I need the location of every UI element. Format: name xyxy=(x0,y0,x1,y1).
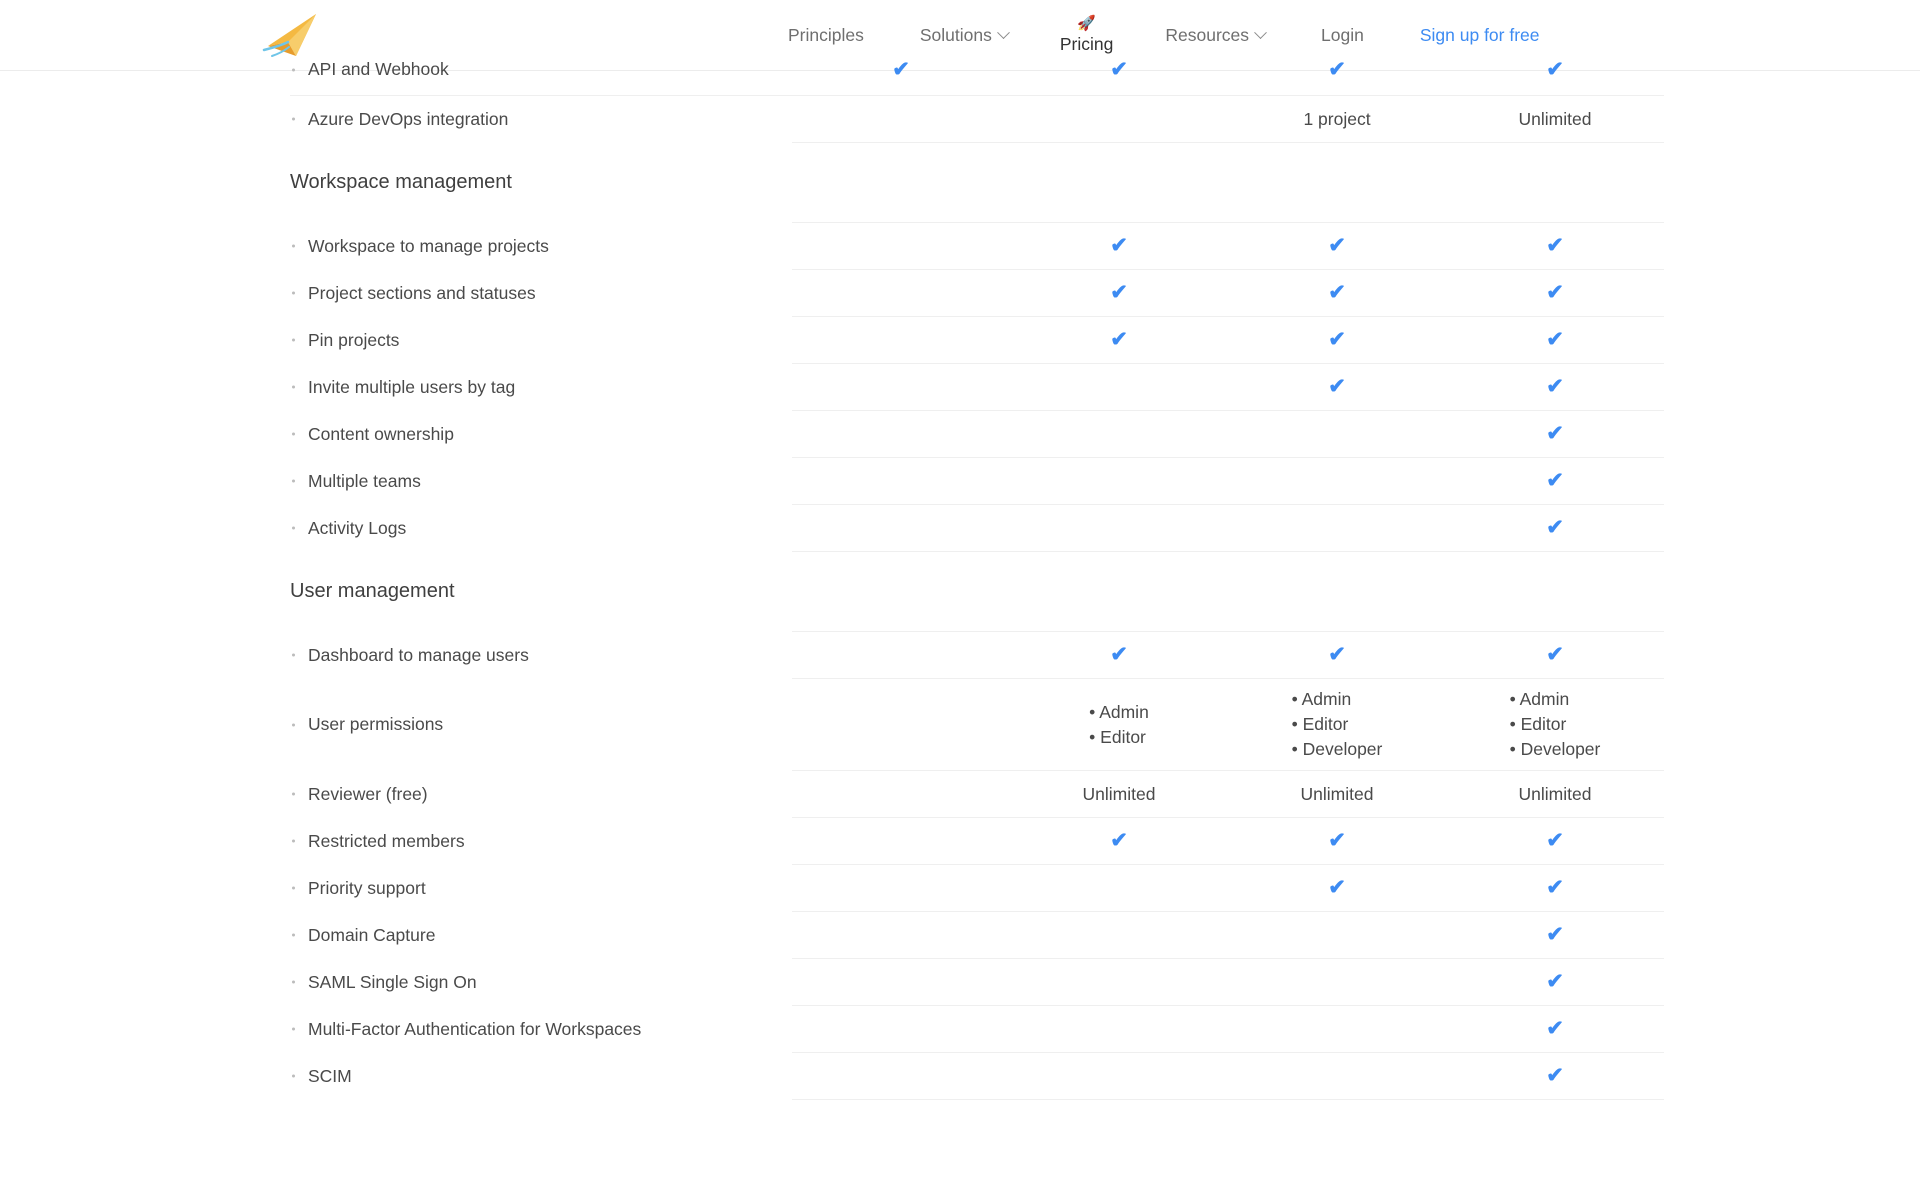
nav-label-pricing: Pricing xyxy=(1059,34,1114,54)
feature-label: Multiple teams xyxy=(290,471,792,492)
feature-label-cell xyxy=(290,411,792,458)
section-divider-cell xyxy=(1446,552,1664,632)
plan-value-cell xyxy=(1010,223,1228,270)
feature-label-cell xyxy=(290,865,792,912)
plan-value-cell xyxy=(1228,818,1446,865)
plan-value-cell xyxy=(1446,223,1664,270)
section-title: Workspace management xyxy=(290,171,512,193)
plan-value-cell xyxy=(792,505,1010,552)
plan-value-cell xyxy=(792,411,1010,458)
cell-value: Unlimited xyxy=(1518,108,1592,129)
check-icon: ✔ xyxy=(1328,281,1346,304)
table-row xyxy=(290,96,1664,143)
feature-label-cell xyxy=(290,223,792,270)
check-icon: ✔ xyxy=(1546,829,1564,852)
paper-plane-logo[interactable] xyxy=(262,6,324,62)
check-icon: ✔ xyxy=(1110,829,1128,852)
check-icon: ✔ xyxy=(1546,422,1564,445)
feature-label: Workspace to manage projects xyxy=(290,236,792,257)
section-title-cell xyxy=(290,552,792,632)
feature-label-cell xyxy=(290,959,792,1006)
check-icon: ✔ xyxy=(1328,643,1346,666)
table-row xyxy=(290,364,1664,411)
chevron-down-icon xyxy=(997,26,1010,39)
plan-value-cell xyxy=(1446,505,1664,552)
plan-value-cell xyxy=(1446,959,1664,1006)
nav-label-login: Login xyxy=(1321,25,1364,45)
plan-value-cell xyxy=(1228,1053,1446,1100)
plan-value-cell xyxy=(1446,632,1664,679)
check-icon: ✔ xyxy=(892,58,910,81)
section-divider-cell xyxy=(1228,143,1446,223)
feature-label-cell xyxy=(290,818,792,865)
check-icon: ✔ xyxy=(1328,375,1346,398)
plan-comparison-table xyxy=(290,58,1664,1100)
plan-value-cell xyxy=(792,223,1010,270)
plan-value-cell xyxy=(1010,270,1228,317)
check-icon: ✔ xyxy=(1110,58,1128,81)
plan-value-cell xyxy=(1010,58,1228,96)
plan-value-cell xyxy=(1010,771,1228,818)
check-icon: ✔ xyxy=(1546,923,1564,946)
plan-value-cell xyxy=(1010,505,1228,552)
feature-label-cell xyxy=(290,771,792,818)
check-icon: ✔ xyxy=(1328,876,1346,899)
plan-value-cell xyxy=(1010,679,1228,771)
cell-value: Unlimited xyxy=(1518,783,1592,804)
plan-value-cell xyxy=(1228,223,1446,270)
permission-item: • Admin xyxy=(1509,689,1570,710)
table-row xyxy=(290,223,1664,270)
check-icon: ✔ xyxy=(1546,516,1564,539)
plan-value-cell xyxy=(1446,771,1664,818)
feature-label: Dashboard to manage users xyxy=(290,645,792,666)
table-row xyxy=(290,458,1664,505)
check-icon: ✔ xyxy=(1546,469,1564,492)
check-icon: ✔ xyxy=(1546,970,1564,993)
check-icon: ✔ xyxy=(1546,1017,1564,1040)
feature-label: Azure DevOps integration xyxy=(290,109,792,130)
table-row xyxy=(290,317,1664,364)
check-icon: ✔ xyxy=(1328,328,1346,351)
permission-list xyxy=(1510,687,1601,762)
table-row xyxy=(290,71,1664,96)
check-icon: ✔ xyxy=(1110,281,1128,304)
plan-value-cell xyxy=(1010,1053,1228,1100)
table-row xyxy=(290,1053,1664,1100)
pricing-comparison-section xyxy=(0,58,1920,1100)
feature-label-cell xyxy=(290,270,792,317)
plan-value-cell xyxy=(1228,270,1446,317)
check-icon: ✔ xyxy=(1328,234,1346,257)
check-icon: ✔ xyxy=(1328,829,1346,852)
check-icon: ✔ xyxy=(1546,281,1564,304)
plan-value-cell xyxy=(1228,865,1446,912)
table-row xyxy=(290,865,1664,912)
plan-value-cell xyxy=(1446,865,1664,912)
check-icon: ✔ xyxy=(1546,328,1564,351)
feature-label: Pin projects xyxy=(290,330,792,351)
feature-label: SAML Single Sign On xyxy=(290,972,792,993)
plan-value-cell xyxy=(1228,364,1446,411)
feature-label: Activity Logs xyxy=(290,518,792,539)
permission-item: • Developer xyxy=(1509,738,1601,759)
permission-list xyxy=(1292,687,1383,762)
plan-value-cell xyxy=(1446,679,1664,771)
section-divider-cell xyxy=(792,143,1010,223)
plan-value-cell xyxy=(1010,458,1228,505)
table-row xyxy=(290,1006,1664,1053)
nav-label-principles: Principles xyxy=(788,25,864,45)
cell-value: 1 project xyxy=(1303,108,1371,129)
plan-value-cell xyxy=(1228,912,1446,959)
cell-value: Unlimited xyxy=(1082,783,1156,804)
plan-value-cell xyxy=(1446,270,1664,317)
plan-value-cell xyxy=(1228,58,1446,96)
plan-value-cell xyxy=(792,632,1010,679)
feature-label: Invite multiple users by tag xyxy=(290,377,792,398)
plan-value-cell xyxy=(792,912,1010,959)
plan-value-cell xyxy=(792,58,1010,96)
plan-value-cell xyxy=(792,317,1010,364)
plan-value-cell xyxy=(1446,364,1664,411)
check-icon: ✔ xyxy=(1546,234,1564,257)
cell-value: Unlimited xyxy=(1300,783,1374,804)
feature-label-cell xyxy=(290,96,792,143)
plan-value-cell xyxy=(1010,912,1228,959)
check-icon: ✔ xyxy=(1546,1064,1564,1087)
permission-item: • Editor xyxy=(1291,714,1349,735)
table-row xyxy=(290,771,1664,818)
feature-label: Multi-Factor Authentication for Workspaces xyxy=(290,1019,792,1040)
section-header-row xyxy=(290,143,1664,223)
nav-label-signup: Sign up for free xyxy=(1419,25,1540,45)
check-icon: ✔ xyxy=(1110,328,1128,351)
feature-label: Reviewer (free) xyxy=(290,784,792,805)
plan-value-cell xyxy=(1010,96,1228,143)
plan-value-cell xyxy=(1010,865,1228,912)
plan-value-cell xyxy=(1228,771,1446,818)
feature-label-cell xyxy=(290,317,792,364)
plan-value-cell xyxy=(1228,317,1446,364)
plan-value-cell xyxy=(1010,1006,1228,1053)
feature-label: Content ownership xyxy=(290,424,792,445)
section-divider-cell xyxy=(1010,143,1228,223)
table-row xyxy=(290,959,1664,1006)
feature-label: Restricted members xyxy=(290,831,792,852)
chevron-down-icon xyxy=(1254,26,1267,39)
plan-value-cell xyxy=(792,771,1010,818)
feature-label: Domain Capture xyxy=(290,925,792,946)
check-icon: ✔ xyxy=(1546,375,1564,398)
feature-label-cell xyxy=(290,505,792,552)
plan-value-cell xyxy=(1228,505,1446,552)
section-header-row xyxy=(290,552,1664,632)
rocket-icon: 🚀 xyxy=(1077,15,1096,32)
feature-label-cell xyxy=(290,1006,792,1053)
section-divider-cell xyxy=(1010,552,1228,632)
table-row xyxy=(290,411,1664,458)
feature-label-cell xyxy=(290,59,792,96)
table-row xyxy=(290,679,1664,771)
plan-value-cell xyxy=(1010,818,1228,865)
plan-value-cell xyxy=(792,364,1010,411)
feature-label-cell xyxy=(290,912,792,959)
feature-label: Project sections and statuses xyxy=(290,283,792,304)
table-row xyxy=(290,505,1664,552)
table-row xyxy=(290,818,1664,865)
plan-value-cell xyxy=(1228,411,1446,458)
plan-value-cell xyxy=(792,865,1010,912)
table-row xyxy=(290,632,1664,679)
permission-list xyxy=(1089,700,1149,750)
feature-label: API and Webhook xyxy=(290,59,449,80)
table-row xyxy=(290,912,1664,959)
plan-value-cell xyxy=(1228,632,1446,679)
plan-value-cell xyxy=(1228,1006,1446,1053)
feature-label-cell xyxy=(290,458,792,505)
section-title: User management xyxy=(290,580,455,602)
check-icon: ✔ xyxy=(1546,643,1564,666)
plan-value-cell xyxy=(792,1053,1010,1100)
plan-value-cell xyxy=(792,1006,1010,1053)
plan-value-cell xyxy=(1010,364,1228,411)
plan-value-cell xyxy=(1446,458,1664,505)
section-divider-cell xyxy=(792,552,1010,632)
nav-label-solutions: Solutions xyxy=(919,25,992,45)
permission-item: • Developer xyxy=(1291,738,1383,759)
plan-value-cell xyxy=(1010,411,1228,458)
plan-value-cell xyxy=(792,818,1010,865)
plan-value-cell xyxy=(1446,912,1664,959)
section-title-cell xyxy=(290,143,792,223)
plan-value-cell xyxy=(1446,411,1664,458)
section-divider-cell xyxy=(1446,143,1664,223)
plan-value-cell xyxy=(1228,458,1446,505)
feature-label: User permissions xyxy=(290,714,792,735)
plan-value-cell xyxy=(792,959,1010,1006)
permission-item: • Admin xyxy=(1291,689,1352,710)
check-icon: ✔ xyxy=(1110,643,1128,666)
plan-value-cell xyxy=(1446,317,1664,364)
check-icon: ✔ xyxy=(1328,58,1346,81)
permission-item: • Admin xyxy=(1089,701,1149,722)
permission-item: • Editor xyxy=(1089,726,1146,747)
plan-value-cell xyxy=(1010,317,1228,364)
plan-value-cell xyxy=(1228,96,1446,143)
plan-value-cell xyxy=(1446,96,1664,143)
plan-value-cell xyxy=(792,679,1010,771)
check-icon: ✔ xyxy=(1546,58,1564,81)
feature-label: Priority support xyxy=(290,878,792,899)
plan-value-cell xyxy=(792,458,1010,505)
plan-value-cell xyxy=(1010,959,1228,1006)
feature-label: SCIM xyxy=(290,1066,792,1087)
plan-value-cell xyxy=(1446,58,1664,96)
feature-label-cell xyxy=(290,679,792,771)
feature-label-cell xyxy=(290,364,792,411)
permission-item: • Editor xyxy=(1509,714,1567,735)
check-icon: ✔ xyxy=(1546,876,1564,899)
plan-value-cell xyxy=(792,270,1010,317)
plan-value-cell xyxy=(1228,959,1446,1006)
plan-value-cell xyxy=(1228,679,1446,771)
section-divider-cell xyxy=(1228,552,1446,632)
plan-value-cell xyxy=(1446,1006,1664,1053)
plan-value-cell xyxy=(1446,818,1664,865)
plan-value-cell xyxy=(1446,1053,1664,1100)
plan-value-cell xyxy=(1010,632,1228,679)
feature-label-cell xyxy=(290,1053,792,1100)
check-icon: ✔ xyxy=(1110,234,1128,257)
plan-value-cell xyxy=(792,96,1010,143)
feature-label-cell xyxy=(290,632,792,679)
table-row xyxy=(290,270,1664,317)
nav-label-resources: Resources xyxy=(1165,25,1250,45)
